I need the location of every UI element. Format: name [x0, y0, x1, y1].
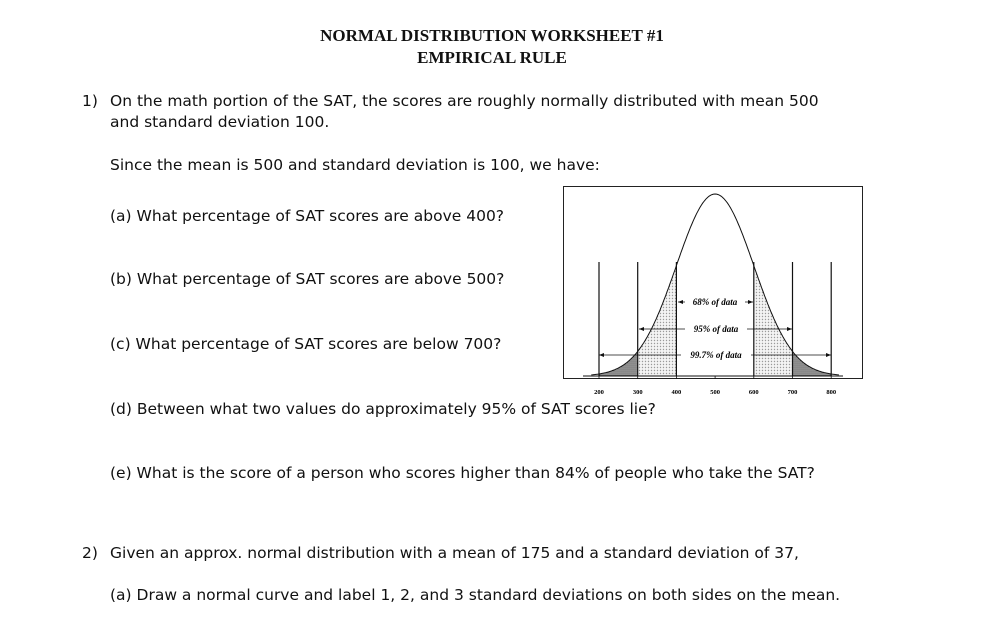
label-99-7-percent: 99.7% of data: [690, 350, 742, 360]
tick-label-800: 800: [826, 389, 837, 396]
tick-label-400: 400: [671, 389, 682, 396]
question-1d: (d) Between what two values do approximately 95% of SAT scores lie?: [110, 400, 656, 418]
arrow-99-7-right: [826, 353, 831, 357]
question-1b: (b) What percentage of SAT scores are above 500?: [110, 270, 505, 288]
normal-curve: [591, 194, 839, 375]
question-2-number: 2): [82, 544, 98, 562]
tick-label-500: 500: [710, 389, 720, 396]
arrow-95-left: [639, 327, 644, 331]
question-1e: (e) What is the score of a person who scores higher than 84% of people who take the SAT?: [110, 464, 815, 482]
worksheet-title: NORMAL DISTRIBUTION WORKSHEET #1: [320, 26, 664, 45]
question-1-line1: On the math portion of the SAT, the scores are roughly normally distributed with mean 500: [110, 92, 819, 110]
tick-label-300: 300: [632, 389, 643, 396]
arrow-68-left: [678, 300, 683, 304]
arrow-68-right: [748, 300, 753, 304]
empirical-rule-figure: [563, 186, 863, 402]
tick-labels: [594, 389, 836, 396]
question-1c: (c) What percentage of SAT scores are below 700?: [110, 335, 502, 353]
worksheet-subtitle: EMPIRICAL RULE: [417, 48, 567, 67]
label-68-percent: 68% of data: [692, 297, 738, 307]
tick-label-700: 700: [787, 389, 798, 396]
tick-label-200: 200: [594, 389, 604, 396]
tick-label-600: 600: [748, 389, 759, 396]
label-95-percent: 95% of data: [693, 324, 739, 334]
question-1-line2: and standard deviation 100.: [110, 113, 330, 131]
question-1a: (a) What percentage of SAT scores are above 400?: [110, 207, 505, 225]
question-2a: (a) Draw a normal curve and label 1, 2, and 3 standard deviations on both sides on the mean.: [110, 586, 841, 604]
question-1-intro: Since the mean is 500 and standard deviation is 100, we have:: [110, 156, 600, 174]
question-1-number: 1): [82, 92, 98, 110]
question-2-line1: Given an approx. normal distribution with a mean of 175 and a standard deviation of 37,: [110, 544, 799, 562]
arrow-99-7-left: [599, 353, 604, 357]
arrow-95-right: [787, 327, 792, 331]
